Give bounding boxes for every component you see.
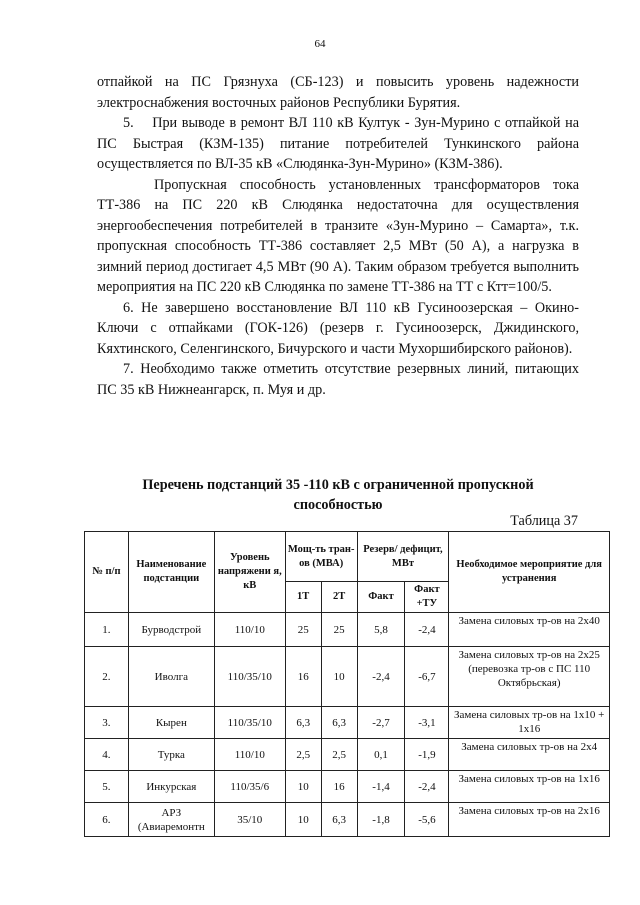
cell-fact: 5,8 xyxy=(357,613,405,647)
cell-voltage: 110/10 xyxy=(214,613,285,647)
cell-measure: Замена силовых тр-ов на 2х25 (перевозка тр-ов с ПС 110 Октябрьская) xyxy=(449,647,610,707)
cell-fact-tu: -2,4 xyxy=(405,771,449,803)
cell-num: 5. xyxy=(85,771,129,803)
cell-voltage: 110/35/10 xyxy=(214,647,285,707)
cell-num: 3. xyxy=(85,707,129,739)
paragraph-capacity: Пропускная способность установленных трансформаторов тока ТТ-386 на ПС 220 кВ Слюдянка недостаточна для осуществления энергообеспечения потребителей в транзите «Зун-Мурино – Самарта», т.к. пропускная способность ТТ-386 составляет 2,5 МВт (50 А), а нагрузка в зимний период достигает 4,5 МВт (90 А). Таким образом требуется выполнить мероприятия на ПС 220 кВ Слюдянка по замене ТТ-386 на ТТ с Ктт=100/5. xyxy=(97,176,579,295)
cell-fact: -1,4 xyxy=(357,771,405,803)
cell-t1: 25 xyxy=(285,613,321,647)
page-number: 64 xyxy=(314,38,326,50)
cell-num: 2. xyxy=(85,647,129,707)
header-measure: Необходимое мероприятие для устранения xyxy=(449,532,610,613)
cell-t2: 2,5 xyxy=(321,739,357,771)
cell-name: Бурводстрой xyxy=(128,613,214,647)
table-title: Перечень подстанций 35 -110 кВ с ограниченной пропускной способностью xyxy=(142,477,534,513)
table-row xyxy=(85,771,610,803)
header-fact-tu: Факт +ТУ xyxy=(405,582,449,613)
cell-voltage: 110/35/6 xyxy=(214,771,285,803)
paragraph-item-6: 6. Не завершено восстановление ВЛ 110 кВ Гусиноозерская – Окино-Ключи с отпайками (ГОК-126) (резерв г. Гусиноозерск, Джидинского, Кяхтинского, Селенгинского, Бичурского и части Мухоршибирского районов). xyxy=(97,299,579,357)
header-reserve: Резерв/ дефицит, МВт xyxy=(357,532,449,582)
cell-fact: -2,7 xyxy=(357,707,405,739)
cell-voltage: 35/10 xyxy=(214,803,285,837)
cell-t2: 16 xyxy=(321,771,357,803)
header-fact: Факт xyxy=(357,582,405,613)
table-row xyxy=(85,613,610,647)
cell-name: Иволга xyxy=(128,647,214,707)
cell-name: Кырен xyxy=(128,707,214,739)
cell-measure: Замена силовых тр-ов на 1х16 xyxy=(449,771,610,803)
cell-measure: Замена силовых тр-ов на 2х16 xyxy=(449,803,610,837)
cell-t1: 6,3 xyxy=(285,707,321,739)
cell-fact: -1,8 xyxy=(357,803,405,837)
cell-fact: 0,1 xyxy=(357,739,405,771)
header-t1: 1Т xyxy=(285,582,321,613)
cell-name: Турка xyxy=(128,739,214,771)
cell-t2: 6,3 xyxy=(321,707,357,739)
cell-t1: 10 xyxy=(285,771,321,803)
header-voltage: Уровень напряжени я, кВ xyxy=(214,532,285,613)
cell-num: 1. xyxy=(85,613,129,647)
cell-measure: Замена силовых тр-ов на 2х4 xyxy=(449,739,610,771)
cell-t1: 2,5 xyxy=(285,739,321,771)
cell-t1: 16 xyxy=(285,647,321,707)
cell-num: 4. xyxy=(85,739,129,771)
table-row xyxy=(85,803,610,837)
cell-t2: 6,3 xyxy=(321,803,357,837)
cell-t2: 25 xyxy=(321,613,357,647)
paragraph-item-7: 7. Необходимо также отметить отсутствие резервных линий, питающих ПС 35 кВ Нижнеангарск, п. Муя и др. xyxy=(97,361,579,398)
cell-measure: Замена силовых тр-ов на 2х40 xyxy=(449,613,610,647)
table-row xyxy=(85,647,610,707)
body-text xyxy=(97,72,579,400)
cell-fact-tu: -3,1 xyxy=(405,707,449,739)
cell-fact-tu: -2,4 xyxy=(405,613,449,647)
cell-measure: Замена силовых тр-ов на 1х10 + 1х16 xyxy=(449,707,610,739)
cell-fact-tu: -5,6 xyxy=(405,803,449,837)
table-row xyxy=(85,707,610,739)
header-power: Мощ-ть тран-ов (МВА) xyxy=(285,532,357,582)
cell-fact: -2,4 xyxy=(357,647,405,707)
header-t2: 2Т xyxy=(321,582,357,613)
cell-fact-tu: -6,7 xyxy=(405,647,449,707)
substations-table xyxy=(84,531,610,837)
cell-fact-tu: -1,9 xyxy=(405,739,449,771)
cell-voltage: 110/10 xyxy=(214,739,285,771)
cell-voltage: 110/35/10 xyxy=(214,707,285,739)
header-num: № п/п xyxy=(85,532,129,613)
paragraph-1: отпайкой на ПС Грязнуха (СБ-123) и повысить уровень надежности электроснабжения восточных районов Республики Бурятия. xyxy=(97,74,579,111)
cell-t2: 10 xyxy=(321,647,357,707)
table-row xyxy=(85,739,610,771)
header-name: Наименование подстанции xyxy=(128,532,214,613)
cell-t1: 10 xyxy=(285,803,321,837)
paragraph-item-5: 5. При выводе в ремонт ВЛ 110 кВ Култук - Зун-Мурино с отпайкой на ПС Быстрая (КЗМ-135) питание потребителей Тункинского района осуществляется по ВЛ-35 кВ «Слюдянка-Зун-Мурино» (КЗМ-386). xyxy=(97,115,579,172)
cell-name: Инкурская xyxy=(128,771,214,803)
cell-num: 6. xyxy=(85,803,129,837)
cell-name: АРЗ (Авиаремонтн xyxy=(128,803,214,837)
table-label: Таблица 37 xyxy=(510,513,578,529)
